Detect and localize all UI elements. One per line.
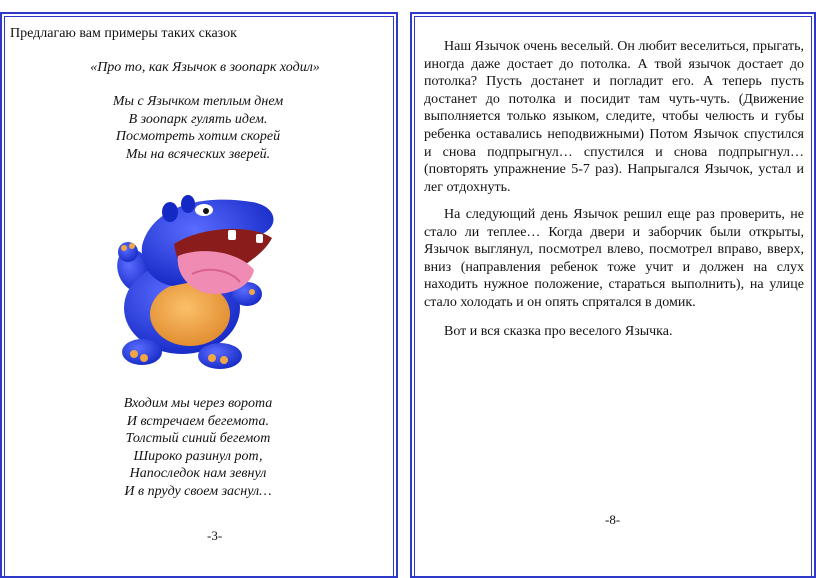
story-paragraph-2: На следующий день Язычок решил еще раз проверить, не стало ли теплее… Когда двери и заборчик были открыты, Язычок выглянул, посмотрел влево, посмотрел вправо, вверх, вниз (направления ребенок тоже учит и должен на слух находить нужное положение, стараться выполнить), на улице стало холодать и он опять спрятался в домик. xyxy=(424,207,804,310)
poem-line: И в пруду своем заснул… xyxy=(124,483,272,499)
poem-line: И встречаем бегемота. xyxy=(126,413,270,429)
story-paragraph-3: Вот и вся сказка про веселого Язычка. xyxy=(444,324,673,339)
story-title: «Про то, как Язычок в зоопарк ходил» xyxy=(90,60,320,75)
intro-text: Предлагаю вам примеры таких сказок xyxy=(10,26,237,41)
poem-line: Мы с Язычком теплым днем xyxy=(112,94,284,109)
poem-line: Напоследок нам зевнул xyxy=(129,466,267,481)
story-paragraph-1: Наш Язычок очень веселый. Он любит веселиться, прыгать, иногда даже достает до потолка. А твой язычок достает до потолка? Пусть достанет и погладит его. А теперь пусть достанет до потолка и посидит там чуть-чуть. (Движение выполняется только языком, следите, чтобы челюсть и губы ребенка оставались неподвижными) Потом Язычок спустился и снова подпрыгнул… спустился и снова подпрыгнул… (повторять упражнение 5-7 раз). Напрыгался Язычок, устал и лег отдохнуть. xyxy=(424,39,804,195)
poem-line: В зоопарк гулять идем. xyxy=(128,111,268,127)
hippo-icon xyxy=(112,186,282,372)
poem-line: Толстый синий бегемот xyxy=(125,431,271,446)
poem-line: Посмотреть хотим скорей xyxy=(115,129,281,144)
hippo-illustration xyxy=(112,186,282,372)
page-number-left: -3- xyxy=(207,528,223,543)
poem-line: Входим мы через ворота xyxy=(123,396,273,411)
poem-line: Широко разинул рот, xyxy=(133,448,263,464)
poem-stanza-2 xyxy=(70,395,326,500)
poem-line: Мы на всяческих зверей. xyxy=(125,146,271,162)
poem-stanza-1 xyxy=(70,93,326,163)
page-number-right: -8- xyxy=(605,512,621,527)
